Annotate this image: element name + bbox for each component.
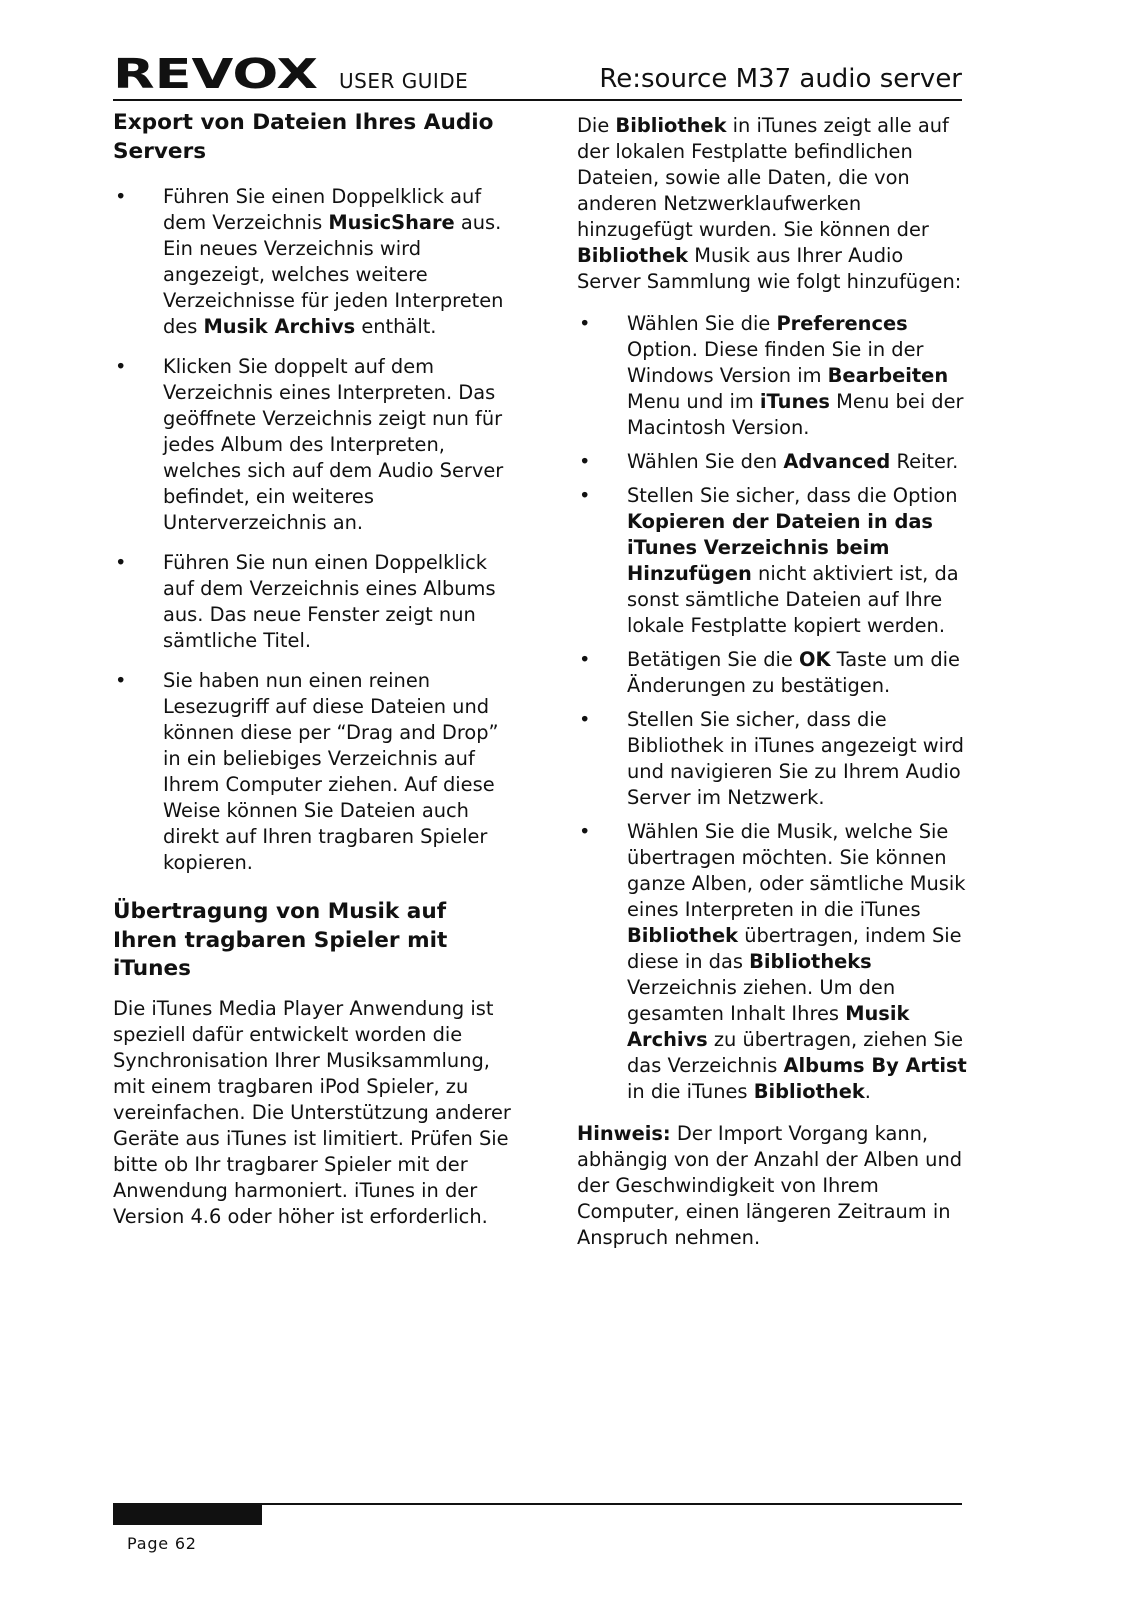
list-item: • Sie haben nun einen reinen Lesezugriff auf diese Dateien und können diese per “Drag and Drop” in ein beliebiges Verzeichnis auf Ihrem Computer ziehen. Auf diese Weise können Sie Dateien auch direkt auf Ihren tragbaren Spieler kopieren. [113,668,513,876]
list-item: • Wählen Sie die Musik, welche Sie übertragen möchten. Sie können ganze Alben, oder sämtliche Musik eines Interpreten in die iTunes Bibliothek übertragen, indem Sie diese in das Bibliotheks Verzeichnis ziehen. Um den gesamten Inhalt Ihres Musik Archivs zu übertragen, ziehen Sie das Verzeichnis Albums By Artist in die iTunes Bibliothek. [577,819,967,1105]
section-heading-itunes: Übertragung von Musik auf Ihren tragbaren Spieler mit iTunes [113,899,448,981]
header-rule [113,99,962,101]
list-item: • Führen Sie einen Doppelklick auf dem Verzeichnis MusicShare aus. Ein neues Verzeichnis wird angezeigt, welches weitere Verzeichnisse für jeden Interpreten des Musik Archivs enthält. [113,184,513,340]
list-item: • Klicken Sie doppelt auf dem Verzeichnis eines Interpreten. Das geöffnete Verzeichnis zeigt nun für jedes Album des Interpreten, welches sich auf dem Audio Server befindet, ein weiteres Unterverzeichnis an. [113,354,513,536]
list-item: • Stellen Sie sicher, dass die Bibliothek in iTunes angezeigt wird und navigieren Sie zu Ihrem Audio Server im Netzwerk. [577,707,967,811]
list-item: • Führen Sie nun einen Doppelklick auf dem Verzeichnis eines Albums aus. Das neue Fenster zeigt nun sämtliche Titel. [113,550,513,654]
list-item: • Wählen Sie die Preferences Option. Diese finden Sie in der Windows Version im Bearbeiten Menu und im iTunes Menu bei der Macintosh Version. [577,311,967,441]
page-number: Page 62 [127,1534,197,1553]
list-item: • Betätigen Sie die OK Taste um die Änderungen zu bestätigen. [577,647,967,699]
intro-paragraph: Die Bibliothek in iTunes zeigt alle auf der lokalen Festplatte befindlichen Dateien, sowie alle Daten, die von anderen Netzwerklaufwerken hinzugefügt wurden. Sie können der Bibliothek Musik aus Ihrer Audio Server Sammlung wie folgt hinzufügen: [577,114,962,293]
svg-text:REVOX: REVOX [113,52,318,94]
revox-logo [113,52,318,94]
export-steps [113,184,513,876]
itunes-paragraph: Die iTunes Media Player Anwendung ist speziell dafür entwickelt worden die Synchronisation Ihrer Musiksammlung, mit einem tragbaren iPod Spieler, zu vereinfachen. Die Unterstützung anderer Geräte aus iTunes ist limitiert. Prüfen Sie bitte ob Ihr tragbarer Spieler mit der Anwendung harmoniert. iTunes in der Version 4.6 oder höher ist erforderlich. [113,996,511,1228]
left-column [113,109,513,1230]
right-column [577,113,967,1251]
note-paragraph: Hinweis: Der Import Vorgang kann, abhängig von der Anzahl der Alben und der Geschwindigkeit von Ihrem Computer, einen längeren Zeitraum in Anspruch nehmen. [577,1122,963,1249]
list-item: • Wählen Sie den Advanced Reiter. [577,449,967,475]
list-item: • Stellen Sie sicher, dass die Option Kopieren der Dateien in das iTunes Verzeichnis beim Hinzufügen nicht aktiviert ist, da sonst sämtliche Dateien auf Ihre lokale Festplatte kopiert werden. [577,483,967,639]
section-heading-export: Export von Dateien Ihres Audio Servers [113,110,494,164]
product-title: Re:source M37 audio server [599,64,962,94]
user-guide-label: USER GUIDE [339,69,469,93]
footer-tab [113,1503,262,1525]
itunes-steps [577,311,967,1105]
